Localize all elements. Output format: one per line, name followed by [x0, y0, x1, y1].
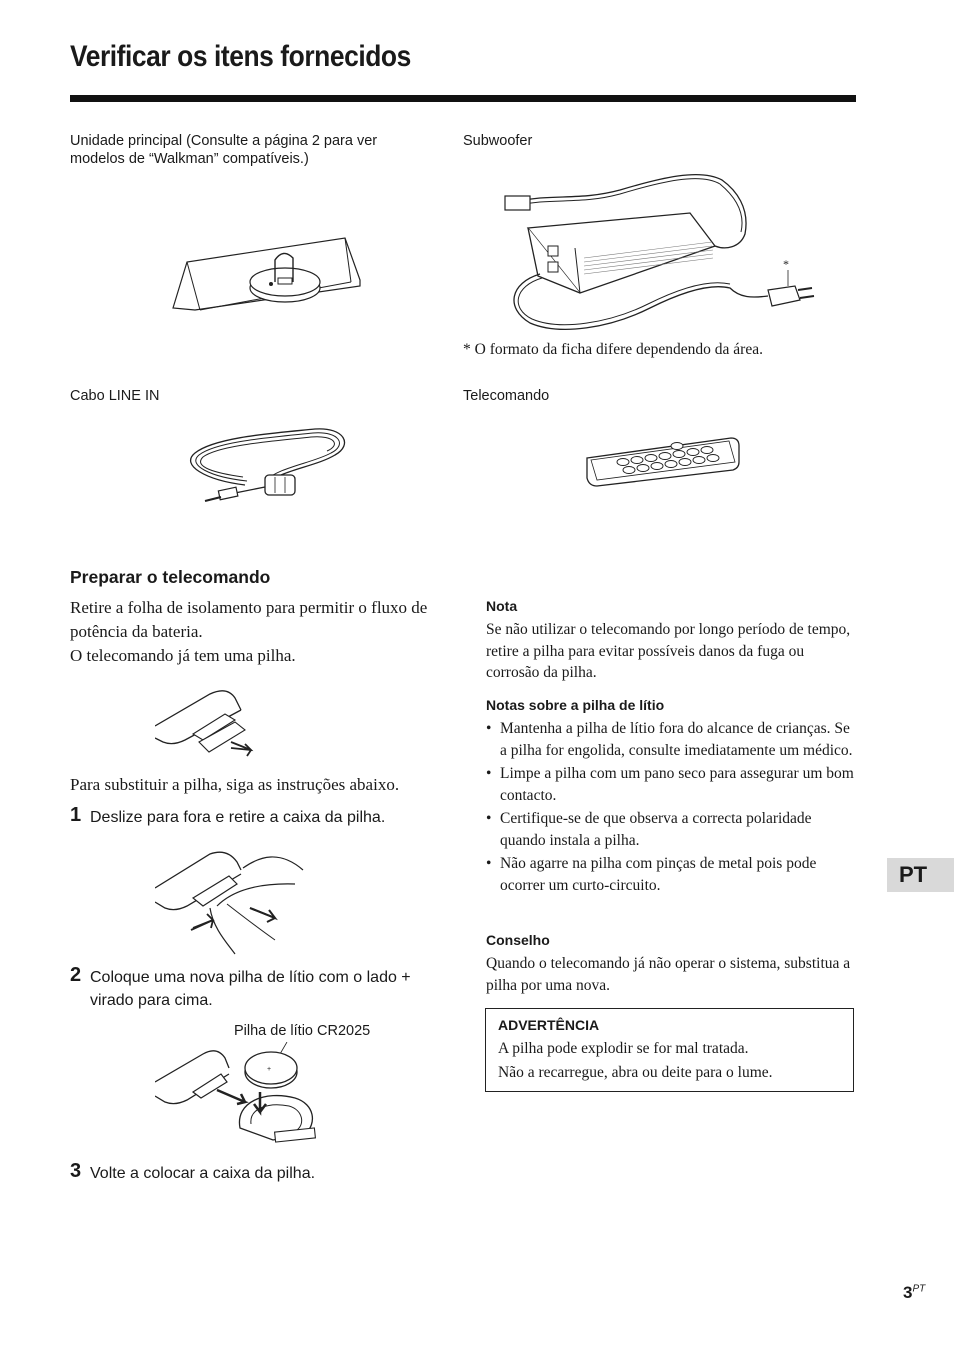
- prepare-intro-battery: O telecomando já tem uma pilha.: [70, 646, 296, 665]
- lithium-note-item: • Não agarre na pilha com pinças de metal pois pode ocorrer um curto-circuito.: [486, 853, 858, 896]
- svg-text:+: +: [267, 1066, 272, 1073]
- insert-battery-illustration: [155, 1042, 325, 1146]
- tip-heading: Conselho: [486, 932, 550, 948]
- lithium-note-item: • Certifique-se de que observa a correcta polaridade quando instala a pilha.: [486, 808, 858, 851]
- step-3-text: Volte a colocar a caixa da pilha.: [90, 1165, 316, 1182]
- line-in-cable-caption: Cabo LINE IN: [70, 388, 160, 404]
- remote-illustration: [583, 432, 743, 490]
- line-in-cable-illustration: [185, 425, 355, 515]
- subwoofer-plug-note: * O formato da ficha difere dependendo da área.: [463, 341, 763, 358]
- replace-battery-intro: Para substituir a pilha, siga as instruções abaixo.: [70, 775, 400, 794]
- page-number-value: 3: [903, 1283, 913, 1302]
- lithium-note-item: • Limpe a pilha com um pano seco para assegurar um bom contacto.: [486, 763, 858, 806]
- main-unit-illustration: [165, 230, 365, 315]
- subwoofer-caption: Subwoofer: [463, 133, 533, 149]
- prepare-remote-heading: Preparar o telecomando: [70, 567, 271, 587]
- remove-battery-holder-illustration: [155, 848, 310, 956]
- remove-insulation-sheet-illustration: [155, 686, 265, 761]
- note-heading: Nota: [486, 598, 518, 614]
- title-rule: [70, 95, 856, 102]
- page-title: Verificar os itens fornecidos: [70, 40, 411, 73]
- prepare-intro-text: Retire a folha de isolamento para permitir o fluxo de potência da bateria.: [70, 598, 428, 641]
- step-1-number: 1: [70, 804, 82, 826]
- step-2-text: Coloque uma nova pilha de lítio com o lado + virado para cima.: [90, 969, 411, 1009]
- note-text: Se não utilizar o telecomando por longo período de tempo, retire a pilha para evitar possíveis danos da fuga ou corrosão da pilha.: [486, 621, 851, 681]
- lithium-notes-heading: Notas sobre a pilha de lítio: [486, 697, 665, 713]
- lithium-notes-list: [486, 718, 858, 898]
- warning-box: [485, 1008, 854, 1092]
- tip-text: Quando o telecomando já não operar o sistema, substitua a pilha por uma nova.: [486, 955, 851, 994]
- warning-line-1: A pilha pode explodir se for mal tratada.: [498, 1040, 749, 1057]
- step-1-text: Deslize para fora e retire a caixa da pilha.: [90, 809, 386, 826]
- language-tab: PT: [887, 858, 954, 892]
- step-3-number: 3: [70, 1160, 82, 1182]
- warning-line-2: Não a recarregue, abra ou deite para o lume.: [498, 1064, 773, 1081]
- main-unit-caption: Unidade principal (Consulte a página 2 para ver modelos de “Walkman” compatíveis.): [70, 133, 378, 167]
- battery-type-label: Pilha de lítio CR2025: [234, 1023, 371, 1039]
- step-2-number: 2: [70, 964, 82, 986]
- remote-caption: Telecomando: [463, 388, 550, 404]
- page-number-suffix: PT: [912, 1283, 926, 1295]
- plug-asterisk: *: [783, 257, 789, 271]
- lithium-note-item: • Mantenha a pilha de lítio fora do alcance de crianças. Se a pilha for engolida, consulte imediatamente um médico.: [486, 718, 858, 761]
- subwoofer-illustration: [500, 168, 820, 338]
- warning-heading: ADVERTÊNCIA: [498, 1017, 600, 1033]
- page-number: [903, 1283, 925, 1303]
